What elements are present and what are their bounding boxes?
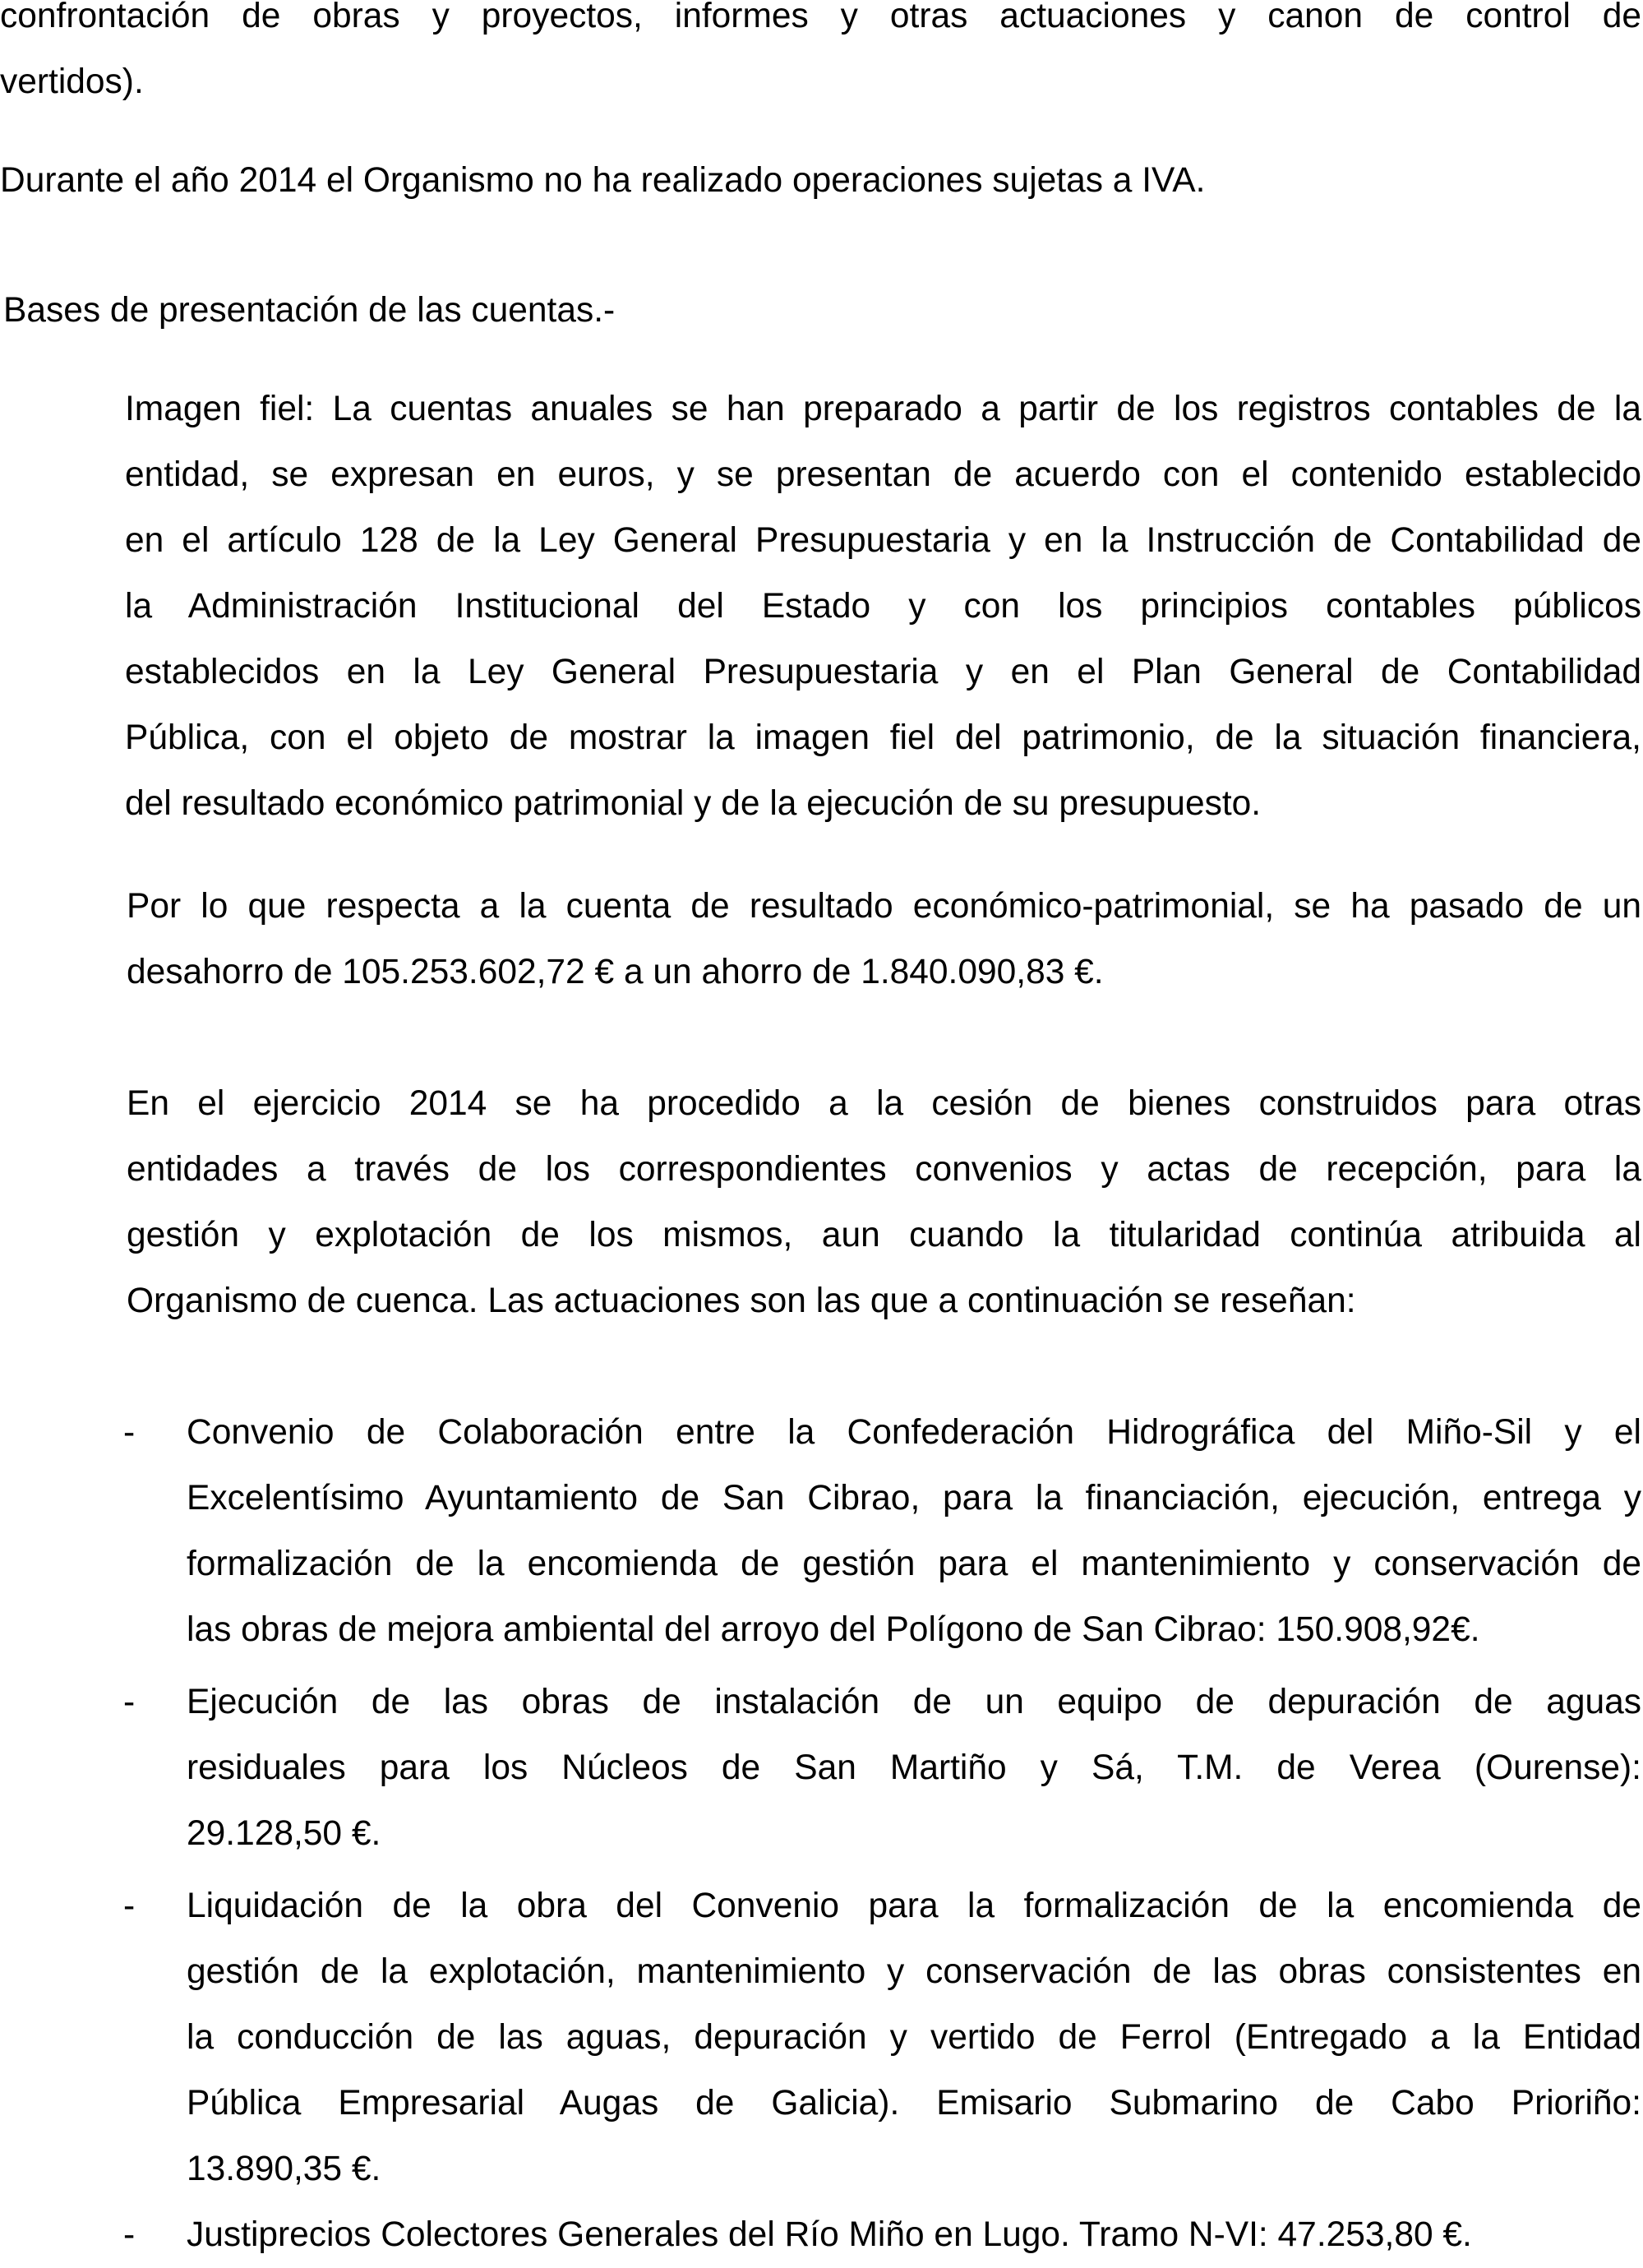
cesion-line: En el ejercicio 2014 se ha procedido a la cesión de bienes construidos para otras: [127, 1084, 1641, 1123]
resultado-line: desahorro de 105.253.602,72 € a un ahorro de 1.840.090,83 €.: [127, 953, 1104, 991]
bullet-line: las obras de mejora ambiental del arroyo del Polígono de San Cibrao: 150.908,92€.: [187, 1610, 1480, 1649]
cesion-line: entidades a través de los correspondientes convenios y actas de recepción, para la: [127, 1150, 1641, 1189]
imagen-fiel-line: establecidos en la Ley General Presupuestaria y en el Plan General de Contabilidad: [125, 653, 1641, 691]
section-heading: Bases de presentación de las cuentas.-: [3, 291, 616, 330]
imagen-fiel-line: Imagen fiel: La cuentas anuales se han preparado a partir de los registros contables de la: [125, 390, 1641, 428]
bullet-line: Ejecución de las obras de instalación de un equipo de depuración de aguas: [187, 1683, 1641, 1721]
bullet-line: Pública Empresarial Augas de Galicia). Emisario Submarino de Cabo Prioriño:: [187, 2084, 1641, 2122]
cesion-line: gestión y explotación de los mismos, aun cuando la titularidad continúa atribuida al: [127, 1216, 1641, 1254]
bullet-line: 29.128,50 €.: [187, 1814, 381, 1853]
bullet-dash: -: [123, 2215, 136, 2254]
imagen-fiel-line: del resultado económico patrimonial y de la ejecución de su presupuesto.: [125, 784, 1262, 823]
bullet-line: Justiprecios Colectores Generales del Río Miño en Lugo. Tramo N-VI: 47.253,80 €.: [187, 2215, 1472, 2254]
bullet-dash: -: [123, 1413, 136, 1452]
bullet-dash: -: [123, 1887, 136, 1925]
bullet-line: Excelentísimo Ayuntamiento de San Cibrao, para la financiación, ejecución, entrega y: [187, 1479, 1641, 1517]
intro-line: vertidos).: [0, 62, 144, 101]
bullet-line: formalización de la encomienda de gestión para el mantenimiento y conservación de: [187, 1545, 1641, 1583]
bullet-line: Convenio de Colaboración entre la Confederación Hidrográfica del Miño-Sil y el: [187, 1413, 1641, 1452]
bullet-dash: -: [123, 1683, 136, 1721]
bullet-line: Liquidación de la obra del Convenio para la formalización de la encomienda de: [187, 1887, 1641, 1925]
bullet-line: gestión de la explotación, mantenimiento y conservación de las obras consistentes en: [187, 1952, 1641, 1991]
iva-statement: Durante el año 2014 el Organismo no ha realizado operaciones sujetas a IVA.: [0, 161, 1206, 200]
resultado-line: Por lo que respecta a la cuenta de resultado económico-patrimonial, se ha pasado de un: [127, 887, 1641, 926]
imagen-fiel-line: entidad, se expresan en euros, y se presentan de acuerdo con el contenido establecido: [125, 455, 1641, 494]
bullet-line: la conducción de las aguas, depuración y vertido de Ferrol (Entregado a la Entidad: [187, 2018, 1641, 2057]
bullet-line: residuales para los Núcleos de San Martiño y Sá, T.M. de Verea (Ourense):: [187, 1748, 1641, 1787]
intro-line: confrontación de obras y proyectos, informes y otras actuaciones y canon de control de: [0, 0, 1641, 35]
bullet-line: 13.890,35 €.: [187, 2150, 381, 2188]
imagen-fiel-line: Pública, con el objeto de mostrar la imagen fiel del patrimonio, de la situación financiera,: [125, 718, 1641, 757]
imagen-fiel-line: en el artículo 128 de la Ley General Presupuestaria y en la Instrucción de Contabilidad de: [125, 521, 1641, 560]
imagen-fiel-line: la Administración Institucional del Estado y con los principios contables públicos: [125, 587, 1641, 626]
cesion-line: Organismo de cuenca. Las actuaciones son las que a continuación se reseñan:: [127, 1282, 1356, 1320]
